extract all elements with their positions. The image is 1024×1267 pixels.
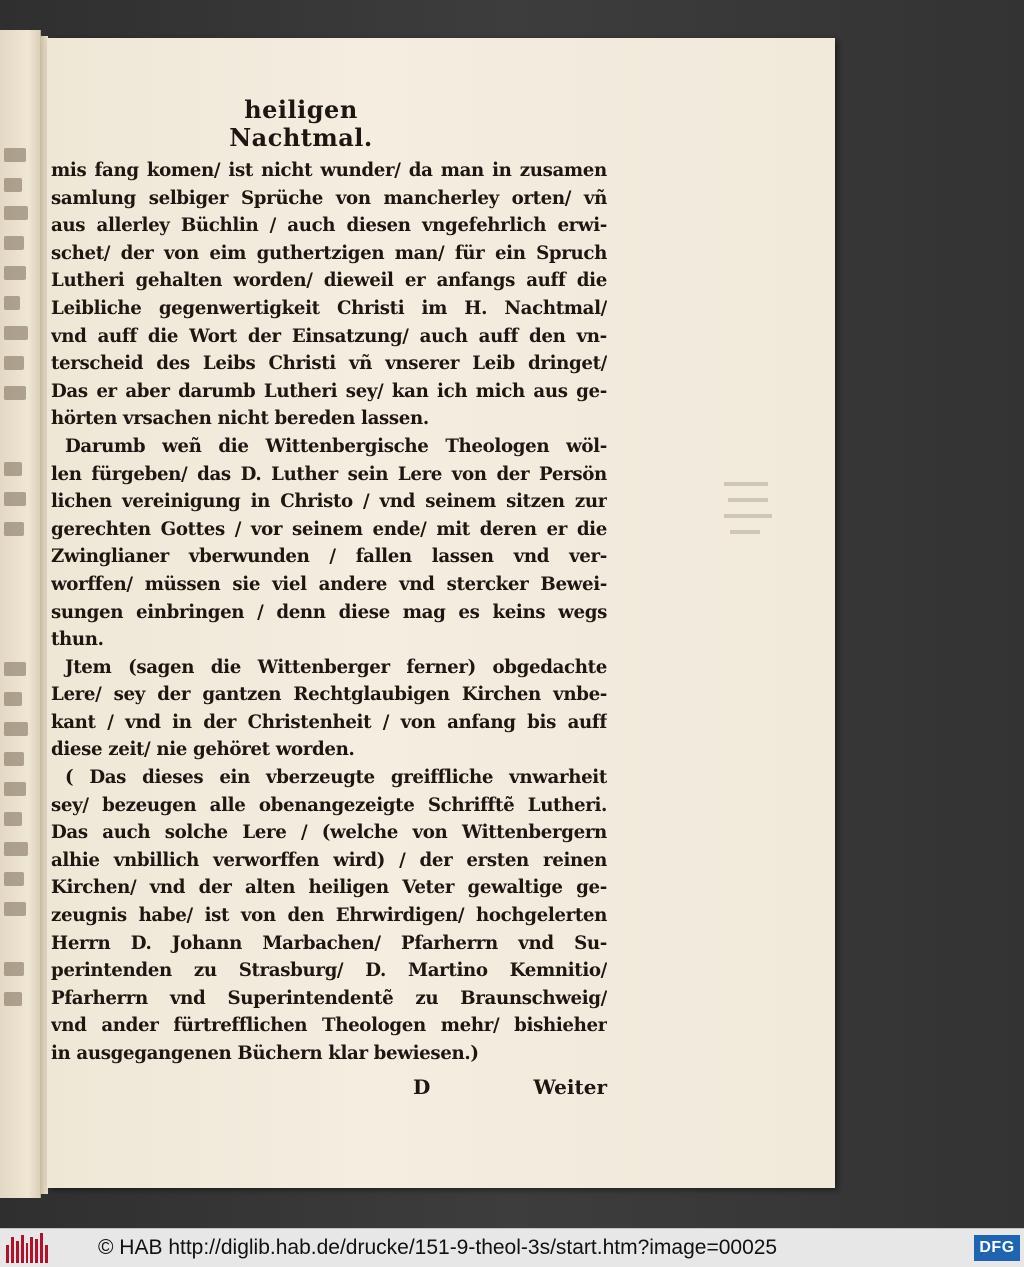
word: Braunschweig/ xyxy=(460,987,607,1009)
word: von xyxy=(451,463,487,485)
word: der xyxy=(120,242,154,264)
text-line xyxy=(51,847,607,875)
word: vngefehrlich xyxy=(421,215,547,237)
word: Superintendentẽ xyxy=(227,987,394,1009)
word: vnbe- xyxy=(553,684,607,706)
word: Wittenbergische xyxy=(265,435,429,457)
page-text xyxy=(51,96,607,1104)
text-line xyxy=(51,157,607,185)
word: Büchlin xyxy=(180,215,259,237)
word: die xyxy=(576,518,607,540)
word: der xyxy=(203,711,237,733)
word: denn xyxy=(276,601,326,623)
word: verworffen xyxy=(213,849,320,871)
text-line xyxy=(51,571,607,599)
word: greiffliche xyxy=(390,767,494,789)
word: Wittenberger xyxy=(257,656,390,678)
word: fallen xyxy=(355,546,412,568)
word: aber xyxy=(125,380,170,402)
word: Darumb xyxy=(65,435,146,457)
word: heiligen xyxy=(308,877,389,899)
word: Leib xyxy=(472,353,515,375)
word: er xyxy=(404,270,426,292)
word: Sprüche xyxy=(240,187,324,209)
word: in xyxy=(172,711,192,733)
word: Jtem xyxy=(65,656,112,678)
word: vnd xyxy=(169,987,206,1009)
word: der xyxy=(247,325,281,347)
word: Kemnitio/ xyxy=(509,960,607,982)
word: / xyxy=(329,546,336,568)
text-line xyxy=(51,819,607,847)
word: Einsatzung/ xyxy=(291,325,409,347)
word: Das xyxy=(89,767,127,789)
text-line xyxy=(51,543,607,571)
word: ersten xyxy=(466,849,529,871)
word: reinen xyxy=(543,849,607,871)
word: Das xyxy=(51,822,88,844)
word: müssen xyxy=(144,573,221,595)
running-head: heiligen Nachtmal. xyxy=(229,95,373,152)
word: vñ xyxy=(348,353,373,375)
word: vnd xyxy=(513,546,550,568)
word: zur xyxy=(574,491,607,513)
word: Leibliche xyxy=(51,297,142,319)
word: der xyxy=(496,463,530,485)
word: auff xyxy=(567,711,607,733)
copyright-url[interactable]: © HAB http://diglib.hab.de/drucke/151-9-theol-3s/start.htm?image=00025 xyxy=(98,1236,778,1259)
word: fang xyxy=(94,160,139,181)
word: ferner) xyxy=(406,656,476,678)
scanned-page xyxy=(47,38,835,1188)
word: er xyxy=(546,518,567,540)
word: den xyxy=(287,905,324,927)
word: Lere xyxy=(242,822,287,844)
ink-showthrough-marks xyxy=(722,478,782,548)
word: in xyxy=(492,160,512,181)
word: bezeugen xyxy=(102,794,197,816)
text-line xyxy=(51,323,607,351)
word: viel xyxy=(272,573,307,595)
word: vnd xyxy=(125,711,161,733)
word: von xyxy=(412,822,448,844)
word: man/ xyxy=(394,242,445,264)
word: es xyxy=(458,601,480,623)
word: von xyxy=(163,242,199,264)
word: fürtrefflichen xyxy=(173,1015,308,1037)
word: die xyxy=(218,435,249,457)
word: Christenheit xyxy=(247,711,372,733)
word: vberzeugte xyxy=(266,767,375,789)
text-line xyxy=(51,985,607,1013)
word: Zwinglianer xyxy=(51,546,169,568)
word: Ehrwirdigen/ xyxy=(335,905,465,927)
word: D. xyxy=(365,960,386,982)
word: sein xyxy=(347,463,389,485)
word: gantzen xyxy=(202,684,282,706)
word: Das xyxy=(51,380,88,402)
text-line xyxy=(51,516,607,544)
word: len xyxy=(51,463,82,485)
word: Lutheri. xyxy=(527,794,607,816)
word: die xyxy=(147,325,179,347)
word: gehalten xyxy=(135,270,223,292)
word: samlung xyxy=(51,187,136,209)
word: Lutheri xyxy=(263,380,338,402)
text-line xyxy=(51,874,607,902)
word: des xyxy=(156,353,190,375)
text-line xyxy=(51,350,607,378)
word: keins xyxy=(492,601,546,623)
text-line xyxy=(51,902,607,930)
word: Pfarherrn xyxy=(51,987,148,1009)
word: wird) xyxy=(333,849,386,871)
word: Bewei- xyxy=(540,573,607,595)
text-line xyxy=(51,930,607,958)
word: Kirchen/ xyxy=(51,877,137,899)
word: der xyxy=(157,684,191,706)
word: Lere/ xyxy=(51,684,102,706)
word: ver- xyxy=(569,546,607,568)
word: anfang xyxy=(447,711,516,733)
word: gerechten xyxy=(51,518,151,540)
word: hochgelerten xyxy=(476,905,607,927)
word: / xyxy=(300,822,308,844)
word: auff xyxy=(97,325,137,347)
word: mancherley xyxy=(383,187,499,209)
word: (sagen xyxy=(128,656,195,678)
word: ich xyxy=(437,380,468,402)
word: diese xyxy=(338,601,390,623)
word: in xyxy=(250,491,271,513)
word: von xyxy=(240,905,276,927)
word: Wittenbergern xyxy=(461,822,607,844)
word: Kirchen xyxy=(461,684,541,706)
word: sie xyxy=(232,573,261,595)
word: ist xyxy=(228,160,253,181)
text-lines xyxy=(51,157,607,1068)
word: Gottes xyxy=(160,518,225,540)
word: worden/ xyxy=(233,270,313,292)
word: kan xyxy=(391,380,429,402)
text-line xyxy=(51,681,607,709)
word: solche xyxy=(164,822,228,844)
text-line xyxy=(51,1012,607,1040)
text-line xyxy=(51,378,607,406)
word: vnd xyxy=(379,491,415,513)
word: da xyxy=(408,160,433,181)
word: auch xyxy=(102,822,151,844)
page-foot xyxy=(51,1070,607,1104)
word: die xyxy=(576,270,607,292)
word: auff xyxy=(478,325,518,347)
word: terscheid xyxy=(51,353,144,375)
word: vnd xyxy=(399,573,435,595)
word: weñ xyxy=(162,435,202,457)
word: D. xyxy=(240,463,262,485)
word: ge- xyxy=(576,380,607,402)
word: vnserer xyxy=(385,353,460,375)
word: sey/ xyxy=(345,380,384,402)
word: vn- xyxy=(576,325,607,347)
word: für xyxy=(454,242,485,264)
word: mag xyxy=(402,601,446,623)
signature-mark: D xyxy=(413,1074,431,1099)
word: mis xyxy=(51,160,87,181)
footer-bar xyxy=(0,1228,1024,1267)
word: Christo xyxy=(280,491,353,513)
word: Luther xyxy=(271,463,338,485)
word: mehr/ xyxy=(440,1015,500,1037)
word: dringet/ xyxy=(527,353,607,375)
word: Theologen xyxy=(445,435,550,457)
hab-logo-icon xyxy=(6,1233,48,1263)
word: / xyxy=(399,849,406,871)
word: vnd xyxy=(51,325,87,347)
show-through-text xyxy=(722,478,782,548)
text-line xyxy=(51,461,607,489)
word: obgedachte xyxy=(492,656,607,678)
text-line xyxy=(51,212,607,240)
word: kant xyxy=(51,711,96,733)
word: vnwarheit xyxy=(509,767,607,789)
word: sitzen xyxy=(506,491,565,513)
text-line xyxy=(51,709,607,737)
word: schet/ xyxy=(51,242,111,264)
word: ist xyxy=(204,905,230,927)
word: / xyxy=(382,711,390,733)
word: man xyxy=(440,160,484,181)
word: seinem xyxy=(425,491,496,513)
catchword: Weiter xyxy=(533,1074,607,1099)
word: ein xyxy=(219,767,250,789)
word: Marbachen/ xyxy=(262,932,381,954)
word: perintenden xyxy=(51,960,172,982)
word: gegenwertigkeit xyxy=(158,297,320,319)
text-line: hörten vrsachen nicht bereden lassen. xyxy=(51,408,429,430)
word: Theologen xyxy=(322,1015,426,1037)
text-line xyxy=(51,654,607,682)
word: eim xyxy=(209,242,247,264)
word: aus xyxy=(51,215,86,237)
word: / xyxy=(269,215,276,237)
text-line xyxy=(51,764,607,792)
word: seinem xyxy=(291,518,363,540)
word: auch xyxy=(287,215,336,237)
word: Lutheri xyxy=(51,270,125,292)
word: wöl- xyxy=(566,435,607,457)
dfg-logo-icon: DFG xyxy=(974,1235,1020,1261)
word: erwi- xyxy=(557,215,607,237)
word: ge- xyxy=(576,877,607,899)
text-line xyxy=(51,599,607,627)
word: Christi xyxy=(268,353,336,375)
word: vnbillich xyxy=(113,849,200,871)
word: gewaltige xyxy=(467,877,563,899)
word: vereinigung xyxy=(122,491,241,513)
text-line xyxy=(51,240,607,268)
word: alhie xyxy=(51,849,100,871)
word: Martino xyxy=(407,960,488,982)
word: sey/ xyxy=(51,794,89,816)
word: Strasburg/ xyxy=(238,960,344,982)
word: Christi xyxy=(336,297,405,319)
word: selbiger xyxy=(148,187,229,209)
word: / xyxy=(107,711,114,733)
word: Lere xyxy=(397,463,443,485)
word: vñ xyxy=(583,187,607,209)
word: lassen xyxy=(431,546,494,568)
word: ein xyxy=(494,242,526,264)
word: orten/ xyxy=(511,187,572,209)
word: / xyxy=(257,601,264,623)
word: wunder/ xyxy=(320,160,401,181)
word: alten xyxy=(244,877,296,899)
word: zusamen xyxy=(519,160,607,181)
word: obenangezeigte xyxy=(258,794,415,816)
word: vnd xyxy=(51,1015,87,1037)
word: lichen xyxy=(51,491,112,513)
word: der xyxy=(198,877,232,899)
word: (welche xyxy=(321,822,398,844)
word: H. xyxy=(464,297,488,319)
word: dieses xyxy=(142,767,204,789)
word: Nachtmal/ xyxy=(504,297,607,319)
word: fürgeben/ xyxy=(91,463,188,485)
word: zu xyxy=(193,960,217,982)
word: andere xyxy=(318,573,388,595)
word: Herrn xyxy=(51,932,111,954)
word: auch xyxy=(419,325,468,347)
text-line: thun. xyxy=(51,629,104,651)
word: / xyxy=(363,491,370,513)
word: stercker xyxy=(446,573,529,595)
word: er xyxy=(96,380,117,402)
word: ( xyxy=(65,767,74,789)
word: das xyxy=(197,463,231,485)
word: anfangs xyxy=(436,270,515,292)
word: diesen xyxy=(346,215,411,237)
word: dieweil xyxy=(323,270,394,292)
word: habe/ xyxy=(138,905,193,927)
word: von xyxy=(335,187,371,209)
word: zu xyxy=(415,987,439,1009)
word: darumb xyxy=(178,380,256,402)
word: mich xyxy=(475,380,525,402)
word: vberwunden xyxy=(188,546,310,568)
text-line xyxy=(51,792,607,820)
word: Pfarherrn xyxy=(401,932,498,954)
word: nicht xyxy=(261,160,313,181)
word: Spruch xyxy=(536,242,607,264)
word: im xyxy=(421,297,448,319)
word: zeugnis xyxy=(51,905,127,927)
word: den xyxy=(529,325,566,347)
word: auff xyxy=(526,270,566,292)
text-line xyxy=(51,488,607,516)
word: Johann xyxy=(171,932,243,954)
word: Rechtglaubigen xyxy=(293,684,450,706)
word: Veter xyxy=(402,877,455,899)
text-line xyxy=(51,185,607,213)
word: komen/ xyxy=(146,160,221,181)
text-line: diese zeit/ nie gehöret worden. xyxy=(51,739,355,761)
word: / xyxy=(234,518,241,540)
text-line xyxy=(51,295,607,323)
word: Leibs xyxy=(202,353,256,375)
text-line: in ausgegangenen Büchern klar bewiesen.) xyxy=(51,1043,479,1064)
word: der xyxy=(419,849,453,871)
word: vnd xyxy=(149,877,186,899)
word: die xyxy=(210,656,241,678)
word: alle xyxy=(209,794,246,816)
word: D. xyxy=(130,932,152,954)
word: Schrifftẽ xyxy=(427,794,515,816)
word: Su- xyxy=(574,932,607,954)
word: guthertzigen xyxy=(256,242,385,264)
word: wegs xyxy=(558,601,607,623)
word: sungen xyxy=(51,601,124,623)
word: Wort xyxy=(189,325,237,347)
word: worffen/ xyxy=(51,573,133,595)
word: vor xyxy=(250,518,283,540)
word: ende/ xyxy=(372,518,427,540)
word: deren xyxy=(479,518,537,540)
word: Persön xyxy=(539,463,607,485)
word: mit xyxy=(436,518,470,540)
word: bis xyxy=(527,711,556,733)
text-line xyxy=(51,433,607,461)
text-line xyxy=(51,957,607,985)
facing-page-edge xyxy=(0,30,41,1198)
word: allerley xyxy=(96,215,170,237)
word: ander xyxy=(101,1015,159,1037)
word: sey xyxy=(113,684,145,706)
word: von xyxy=(400,711,436,733)
word: aus xyxy=(533,380,568,402)
text-line xyxy=(51,267,607,295)
word: einbringen xyxy=(136,601,245,623)
word: bishieher xyxy=(514,1015,607,1037)
word: vnd xyxy=(518,932,554,954)
